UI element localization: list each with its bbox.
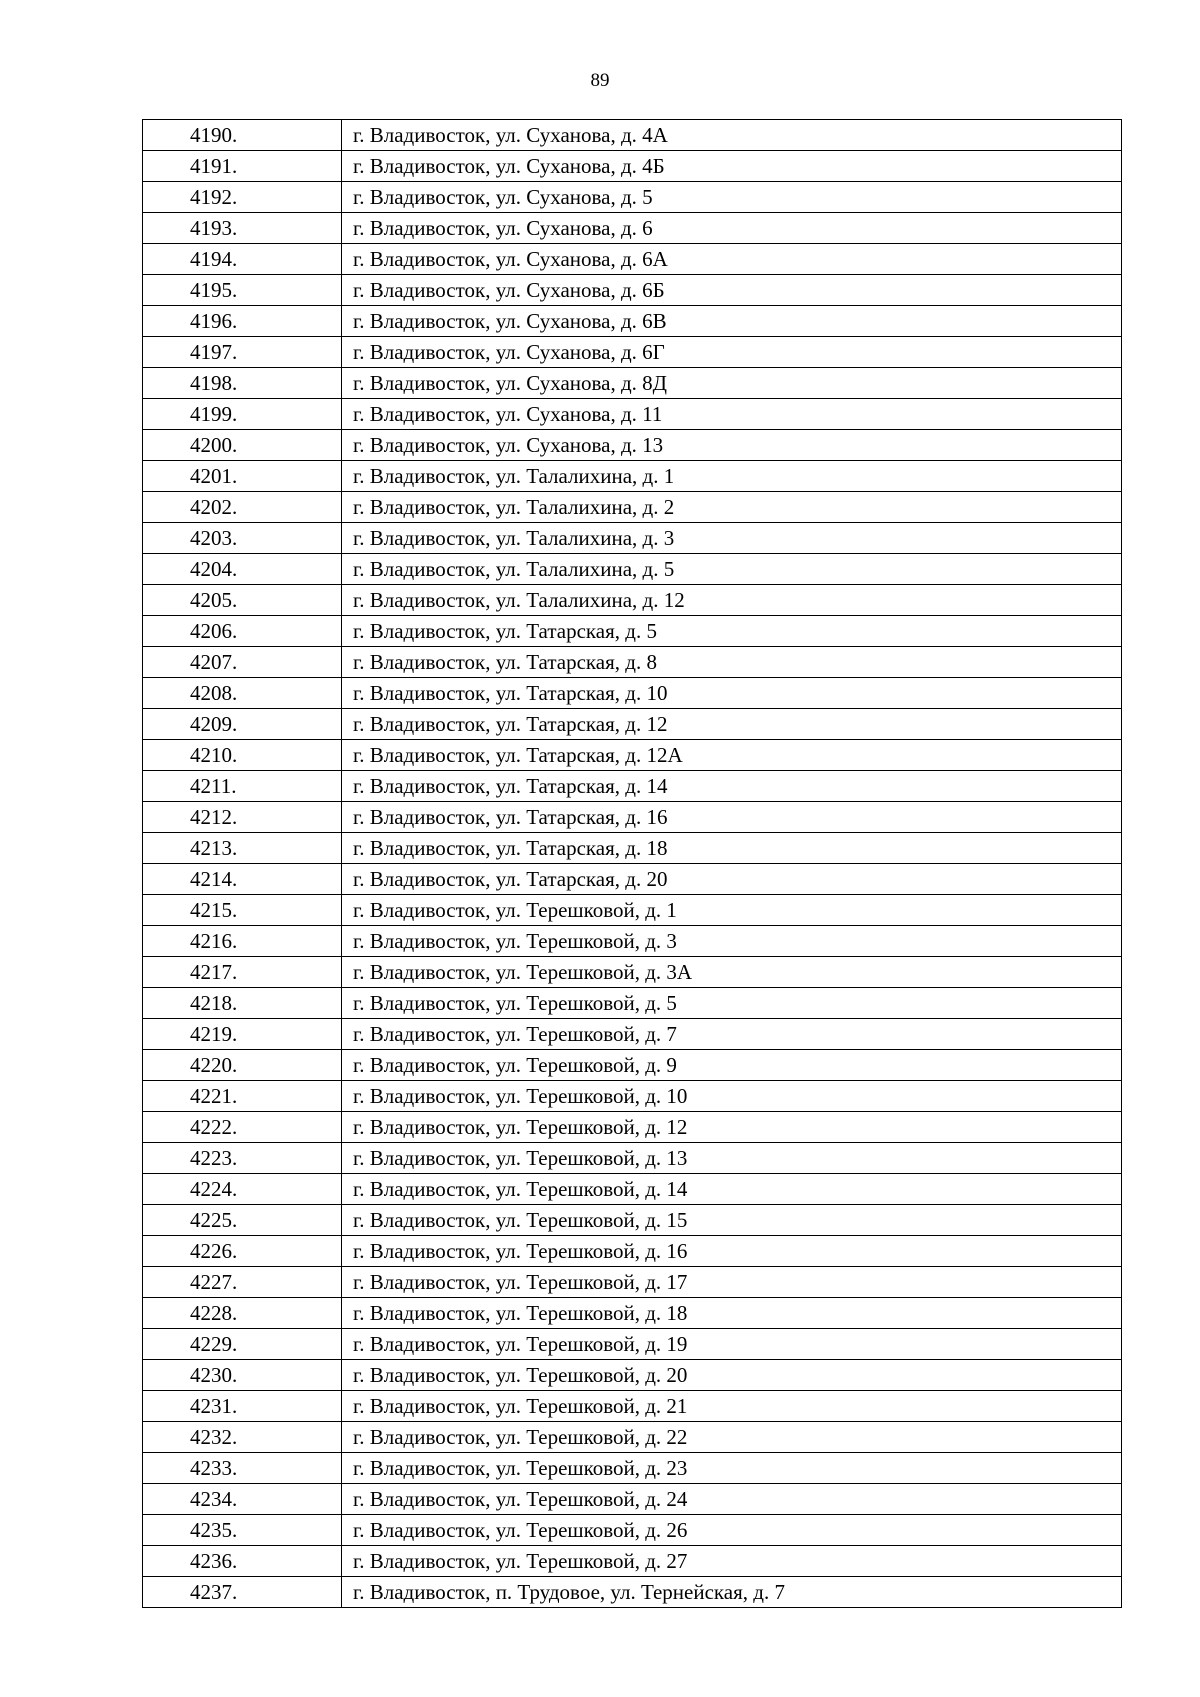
row-number-cell: 4206. [143,616,342,647]
address-cell: г. Владивосток, ул. Терешковой, д. 21 [342,1391,1122,1422]
table-body [143,120,1122,1608]
table-row [143,988,1122,1019]
row-number-cell: 4204. [143,554,342,585]
table-row [143,740,1122,771]
table-row [143,1267,1122,1298]
address-cell: г. Владивосток, ул. Суханова, д. 6А [342,244,1122,275]
address-cell: г. Владивосток, ул. Терешковой, д. 3 [342,926,1122,957]
table-row [143,1205,1122,1236]
table-row [143,275,1122,306]
address-cell: г. Владивосток, ул. Татарская, д. 8 [342,647,1122,678]
table-row [143,864,1122,895]
address-cell: г. Владивосток, ул. Суханова, д. 4Б [342,151,1122,182]
address-cell: г. Владивосток, ул. Терешковой, д. 15 [342,1205,1122,1236]
address-cell: г. Владивосток, ул. Терешковой, д. 14 [342,1174,1122,1205]
table-row [143,1143,1122,1174]
row-number-cell: 4218. [143,988,342,1019]
address-cell: г. Владивосток, ул. Терешковой, д. 22 [342,1422,1122,1453]
row-number-cell: 4217. [143,957,342,988]
table-row [143,957,1122,988]
table-row [143,1484,1122,1515]
table-row [143,492,1122,523]
row-number-cell: 4225. [143,1205,342,1236]
table-row [143,182,1122,213]
table-row [143,399,1122,430]
row-number-cell: 4216. [143,926,342,957]
address-cell: г. Владивосток, ул. Талалихина, д. 3 [342,523,1122,554]
table-row [143,461,1122,492]
row-number-cell: 4200. [143,430,342,461]
address-cell: г. Владивосток, ул. Татарская, д. 5 [342,616,1122,647]
row-number-cell: 4236. [143,1546,342,1577]
address-cell: г. Владивосток, ул. Терешковой, д. 16 [342,1236,1122,1267]
address-cell: г. Владивосток, ул. Терешковой, д. 5 [342,988,1122,1019]
address-cell: г. Владивосток, ул. Талалихина, д. 5 [342,554,1122,585]
row-number-cell: 4220. [143,1050,342,1081]
address-cell: г. Владивосток, ул. Суханова, д. 6 [342,213,1122,244]
table-row [143,1019,1122,1050]
table-row [143,926,1122,957]
row-number-cell: 4190. [143,120,342,151]
table-row [143,337,1122,368]
row-number-cell: 4214. [143,864,342,895]
table-row [143,1453,1122,1484]
row-number-cell: 4212. [143,802,342,833]
row-number-cell: 4193. [143,213,342,244]
page-number: 89 [590,70,610,91]
table-row [143,1112,1122,1143]
address-cell: г. Владивосток, ул. Терешковой, д. 17 [342,1267,1122,1298]
row-number-cell: 4194. [143,244,342,275]
address-cell: г. Владивосток, ул. Татарская, д. 16 [342,802,1122,833]
row-number-cell: 4199. [143,399,342,430]
row-number-cell: 4230. [143,1360,342,1391]
table-row [143,1546,1122,1577]
table-row [143,213,1122,244]
table-row [143,1360,1122,1391]
table-row [143,554,1122,585]
address-cell: г. Владивосток, ул. Терешковой, д. 27 [342,1546,1122,1577]
table-row [143,368,1122,399]
row-number-cell: 4205. [143,585,342,616]
row-number-cell: 4226. [143,1236,342,1267]
address-cell: г. Владивосток, ул. Татарская, д. 20 [342,864,1122,895]
table-row [143,430,1122,461]
address-cell: г. Владивосток, ул. Терешковой, д. 7 [342,1019,1122,1050]
row-number-cell: 4221. [143,1081,342,1112]
address-cell: г. Владивосток, ул. Терешковой, д. 18 [342,1298,1122,1329]
address-cell: г. Владивосток, ул. Суханова, д. 4А [342,120,1122,151]
row-number-cell: 4202. [143,492,342,523]
row-number-cell: 4224. [143,1174,342,1205]
row-number-cell: 4192. [143,182,342,213]
address-cell: г. Владивосток, ул. Суханова, д. 8Д [342,368,1122,399]
address-cell: г. Владивосток, ул. Суханова, д. 5 [342,182,1122,213]
row-number-cell: 4232. [143,1422,342,1453]
row-number-cell: 4208. [143,678,342,709]
row-number-cell: 4228. [143,1298,342,1329]
table-row [143,709,1122,740]
address-cell: г. Владивосток, ул. Татарская, д. 12 [342,709,1122,740]
row-number-cell: 4191. [143,151,342,182]
row-number-cell: 4197. [143,337,342,368]
address-cell: г. Владивосток, ул. Талалихина, д. 12 [342,585,1122,616]
address-cell: г. Владивосток, ул. Суханова, д. 6В [342,306,1122,337]
table-row [143,1422,1122,1453]
address-cell: г. Владивосток, ул. Терешковой, д. 23 [342,1453,1122,1484]
row-number-cell: 4198. [143,368,342,399]
row-number-cell: 4195. [143,275,342,306]
table-row [143,244,1122,275]
table-row [143,833,1122,864]
table-row [143,151,1122,182]
address-cell: г. Владивосток, ул. Терешковой, д. 1 [342,895,1122,926]
table-row [143,1329,1122,1360]
row-number-cell: 4201. [143,461,342,492]
address-cell: г. Владивосток, ул. Терешковой, д. 26 [342,1515,1122,1546]
table-row [143,1050,1122,1081]
row-number-cell: 4233. [143,1453,342,1484]
address-cell: г. Владивосток, ул. Терешковой, д. 10 [342,1081,1122,1112]
table-row [143,802,1122,833]
table-row [143,120,1122,151]
row-number-cell: 4219. [143,1019,342,1050]
address-cell: г. Владивосток, ул. Суханова, д. 11 [342,399,1122,430]
row-number-cell: 4227. [143,1267,342,1298]
row-number-cell: 4213. [143,833,342,864]
table-row [143,1081,1122,1112]
address-cell: г. Владивосток, п. Трудовое, ул. Тернейская, д. 7 [342,1577,1122,1608]
table-row [143,306,1122,337]
address-cell: г. Владивосток, ул. Терешковой, д. 19 [342,1329,1122,1360]
address-cell: г. Владивосток, ул. Терешковой, д. 24 [342,1484,1122,1515]
address-cell: г. Владивосток, ул. Терешковой, д. 9 [342,1050,1122,1081]
address-cell: г. Владивосток, ул. Суханова, д. 6Б [342,275,1122,306]
row-number-cell: 4229. [143,1329,342,1360]
address-cell: г. Владивосток, ул. Татарская, д. 10 [342,678,1122,709]
address-cell: г. Владивосток, ул. Терешковой, д. 12 [342,1112,1122,1143]
table-row [143,1236,1122,1267]
row-number-cell: 4211. [143,771,342,802]
table-row [143,585,1122,616]
table-row [143,616,1122,647]
row-number-cell: 4203. [143,523,342,554]
row-number-cell: 4234. [143,1484,342,1515]
table-row [143,1298,1122,1329]
table-row [143,1391,1122,1422]
table-row [143,678,1122,709]
row-number-cell: 4235. [143,1515,342,1546]
address-cell: г. Владивосток, ул. Суханова, д. 13 [342,430,1122,461]
row-number-cell: 4231. [143,1391,342,1422]
address-table [142,119,1122,1608]
table-row [143,895,1122,926]
row-number-cell: 4209. [143,709,342,740]
address-cell: г. Владивосток, ул. Суханова, д. 6Г [342,337,1122,368]
row-number-cell: 4222. [143,1112,342,1143]
address-cell: г. Владивосток, ул. Терешковой, д. 3А [342,957,1122,988]
table-row [143,771,1122,802]
address-cell: г. Владивосток, ул. Терешковой, д. 20 [342,1360,1122,1391]
address-cell: г. Владивосток, ул. Терешковой, д. 13 [342,1143,1122,1174]
row-number-cell: 4237. [143,1577,342,1608]
row-number-cell: 4215. [143,895,342,926]
table-row [143,1577,1122,1608]
table-row [143,647,1122,678]
address-cell: г. Владивосток, ул. Татарская, д. 18 [342,833,1122,864]
address-cell: г. Владивосток, ул. Татарская, д. 14 [342,771,1122,802]
row-number-cell: 4223. [143,1143,342,1174]
table-row [143,1174,1122,1205]
row-number-cell: 4207. [143,647,342,678]
address-cell: г. Владивосток, ул. Талалихина, д. 2 [342,492,1122,523]
address-cell: г. Владивосток, ул. Талалихина, д. 1 [342,461,1122,492]
table-row [143,523,1122,554]
table-row [143,1515,1122,1546]
row-number-cell: 4196. [143,306,342,337]
row-number-cell: 4210. [143,740,342,771]
address-cell: г. Владивосток, ул. Татарская, д. 12А [342,740,1122,771]
